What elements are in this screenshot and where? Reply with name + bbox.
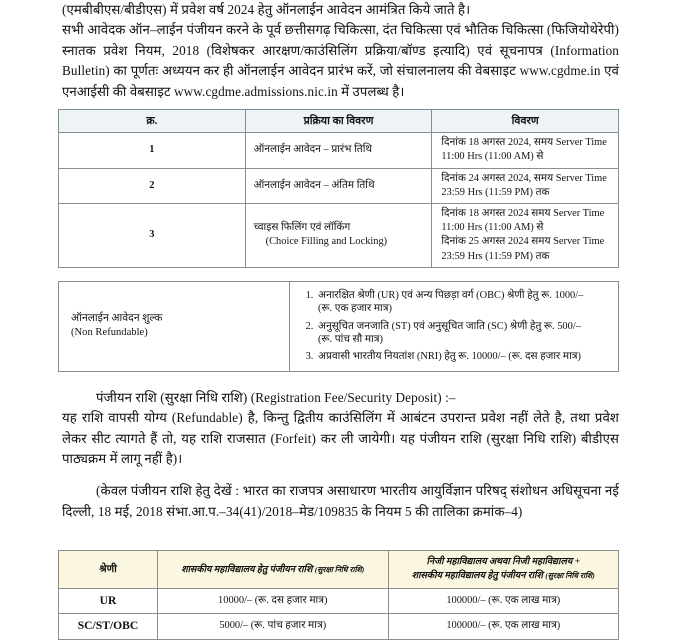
row-process: ऑनलाईन आवेदन – अंतिम तिथि [245,168,432,203]
private-header-small: (सुरक्षा निधि राशि) [545,571,595,581]
fee-item-main: अनारक्षित श्रेणी (UR) एवं अन्य पिछड़ा वर्ग (OBC) श्रेणी हेतु रू. 1000/– [318,289,584,301]
row-process-sub: (Choice Filling and Locking) [265,236,388,248]
row-private-amount: 100000/– (रू. एक लाख मात्र) [388,589,619,614]
list-item [316,350,610,364]
list-item [316,320,610,347]
govt-header-main: शासकीय महाविद्यालय हेतु पंजीयन राशि [181,564,313,575]
column-header-detail: विवरण [432,110,619,133]
row-detail: दिनांक 18 अगस्त 2024, समय Server Time 11:00 Hrs (11:00 AM) से [432,133,619,168]
row-category: SC/ST/OBC [59,614,158,639]
row-process [245,204,432,268]
fee-item-main: अनुसूचित जनजाति (ST) एवं अनुसूचित जाति (SC) श्रेणी हेतु रू. 500/– [318,320,581,332]
intro-paragraph-2: सभी आवेदक ऑन–लाईन पंजीयन करने के पूर्व छत्तीसगढ़ चिकित्सा, दंत चिकित्सा एवं भौतिक चिकित्सा (फिजियोथेरेपी) स्नातक प्रवेश नियम, 2018 (विशेषकर आरक्षण/काउंसिलिंग प्रक्रिया/बॉण्ड इत्यादि) एवं सूचनापत्र (Information Bulletin) का पूर्णतः अध्ययन कर ही ऑनलाईन आवेदन प्रारंभ करें, जो संचालनालय की वेबसाइट www.cgdme.in एवं एनआईसी की वेबसाइट www.cgdme.admissions.nic.in में उपलब्ध है। [62,22,619,99]
fee-label-cell [59,281,290,371]
schedule-table [58,109,619,268]
row-detail: दिनांक 24 अगस्त 2024, समय Server Time 23:59 Hrs (11:59 PM) तक [432,168,619,203]
private-header-line-1: निजी महाविद्यालय अथवा निजी महाविद्यालय + [426,557,580,568]
table-row [59,614,619,639]
fee-item-note: (रू. पांच सौ मात्र) [318,334,383,346]
spacer [0,469,677,481]
table-row [59,589,619,614]
table-header-row [59,110,619,133]
spacer [0,522,677,538]
row-private-amount: 100000/– (रू. एक लाख मात्र) [388,614,619,639]
row-process: ऑनलाईन आवेदन – प्रारंभ तिथि [245,133,432,168]
registration-amount-table [58,550,619,639]
row-detail [432,204,619,268]
table-row [59,281,619,371]
table-header-row [59,551,619,589]
fee-list [300,289,610,364]
fee-item-main: अप्रवासी भारतीय नियतांश (NRI) हेतु रू. 10000/– (रू. दस हजार मात्र) [318,351,581,363]
intro-paragraph-1: (एमबीबीएस/बीडीएस) में प्रवेश वर्ष 2024 हेतु ऑनलाईन आवेदन आमंत्रित किये जाते है। [62,2,471,17]
fee-label-line-2: (Non Refundable) [71,327,148,339]
row-serial: 2 [59,168,246,203]
column-header-govt [158,551,389,589]
registration-heading-line: पंजीयन राशि (सुरक्षा निधि राशि) (Registration Fee/Security Deposit) :– [96,389,456,405]
registration-paragraph: यह राशि वापसी योग्य (Refundable) है, किन्तु द्वितीय काउंसिलिंग में आबंटन उपरान्त प्रवेश नहीं लेते है, तथा प्रवेश लेकर सीट त्यागते हैं तो, यह राशि राजसात (Forfeit) कर ली जायेगी। यह पंजीयन राशि (सुरक्षा निधि राशि) बीडीएस पाठ्यक्रम में लागू नहीं है)। [62,410,619,467]
row-detail-line-1: दिनांक 18 अगस्त 2024 समय Server Time 11:00 Hrs (11:00 AM) से [441,208,605,234]
table-row [59,204,619,268]
column-header-process: प्रक्रिया का विवरण [245,110,432,133]
spacer [0,372,677,388]
list-item [316,289,610,316]
table-row [59,133,619,168]
fee-items-cell [290,281,619,371]
column-header-private [388,551,619,589]
row-govt-amount: 5000/– (रू. पांच हजार मात्र) [158,614,389,639]
column-header-category: श्रेणी [59,551,158,589]
gazette-note: (केवल पंजीयन राशि हेतु देखें : भारत का राजपत्र असाधारण भारतीय आयुर्विज्ञान परिषद् संशोधन अधिसूचना नई दिल्ली, 18 मई, 2018 संभा.आ.प.–34(41)/2018–मेड/109835 के नियम 5 की तालिका क्रमांक–4) [62,483,619,519]
private-header-line-2: शासकीय महाविद्यालय हेतु पंजीयन राशि [411,571,543,582]
row-category: UR [59,589,158,614]
govt-header-small: (सुरक्षा निधि राशि) [314,564,365,574]
column-header-serial: क्र. [59,110,246,133]
row-process-main: च्वाइस फिलिंग एवं लॉकिंग [253,222,351,234]
fee-item-note: (रू. एक हजार मात्र) [318,303,392,315]
table-row [59,168,619,203]
fee-label-line-1: ऑनलाईन आवेदन शुल्क [71,312,163,324]
row-detail-line-2: दिनांक 25 अगस्त 2024 समय Server Time 23:59 Hrs (11:59 PM) तक [441,236,605,262]
row-serial: 3 [59,204,246,268]
application-fee-table [58,281,619,372]
row-serial: 1 [59,133,246,168]
row-govt-amount: 10000/– (रू. दस हजार मात्र) [158,589,389,614]
